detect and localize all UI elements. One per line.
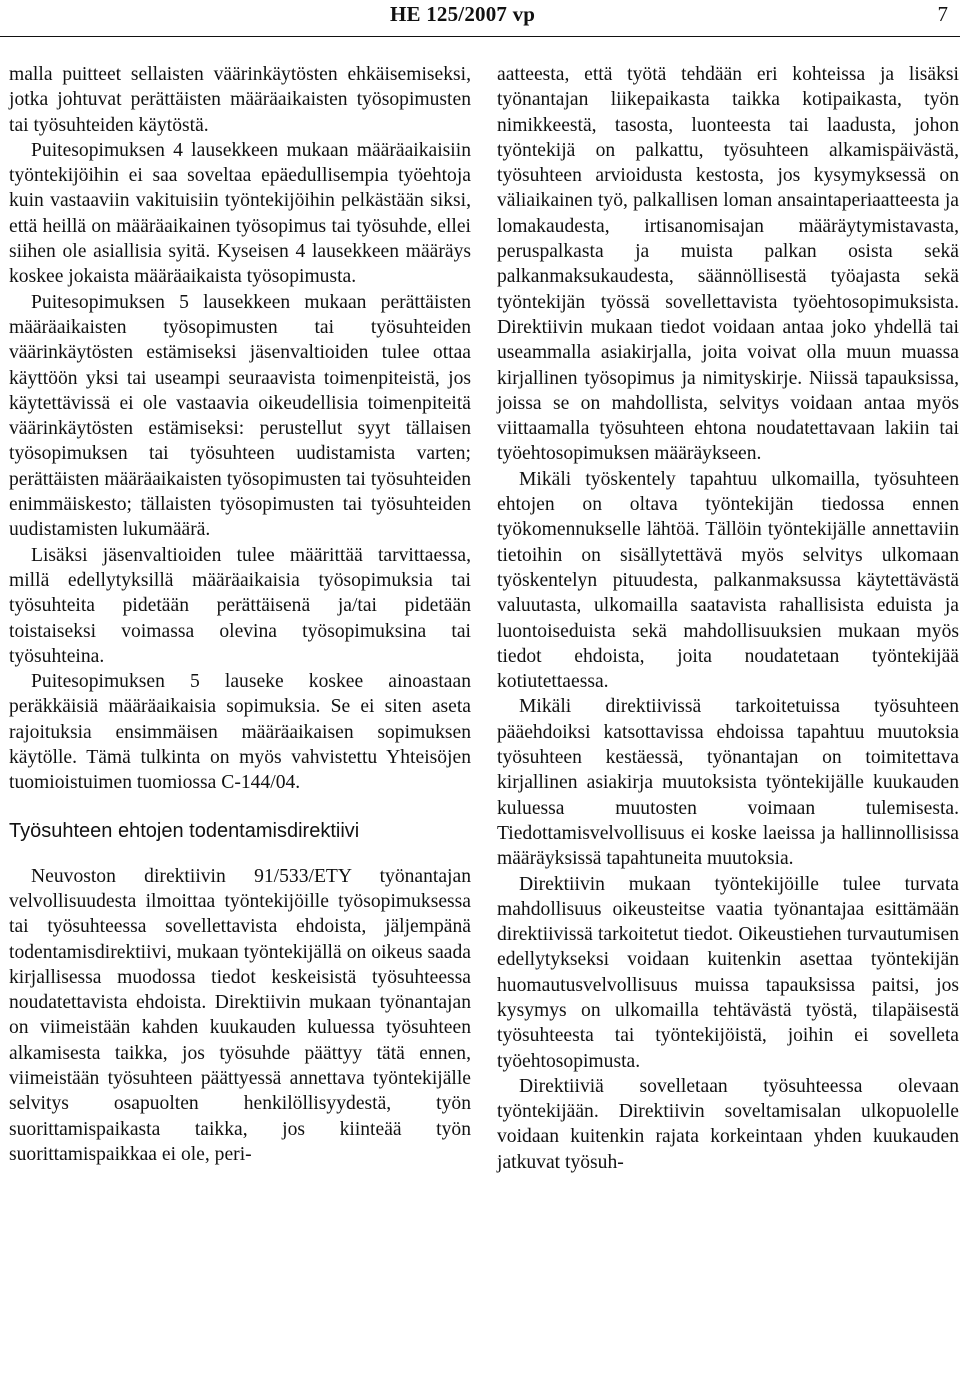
- paragraph: malla puitteet sellaisten väärinkäytösten ehkäisemiseksi, jotka johtuvat perättäisten määräaikaisten työsopimusten tai työsuhteiden käytöstä.: [9, 64, 471, 136]
- paragraph: Puitesopimuksen 5 lauseke koskee ainoastaan peräkkäisiä määräaikaisia sopimuksia. Se ei siten aseta rajoituksia ensimmäisen määräaikaisen sopimuksen käytölle. Tämä tulkinta on myös vahvistettu Yhteisöjen tuomioistuimen tuomiossa C-144/04.: [9, 671, 471, 794]
- paragraph: Direktiiviä sovelletaan työsuhteessa olevaan työntekijään. Direktiivin soveltamisalan ulkopuolelle voidaan kuitenkin rajata korkeintaan yhden kuukauden jatkuvat työsuh-: [497, 1075, 959, 1173]
- left-column: [9, 62, 471, 1167]
- paragraph: aatteesta, että työtä tehdään eri kohteissa ja lisäksi työnantajan liikepaikasta taikka kotipaikasta, työn nimikkeestä, tasosta, luonteesta tai laadusta, johon työntekijä on palkattu, työsuhteen alkamispäivästä, työsuhteen arvioidusta kestosta, jos kysymyksessä on väliaikainen työ, palkallisen loman ansaintaperiaatteesta ja lomakaudesta, irtisanomisajan määräytymistavasta, peruspalkasta ja muista palkan osista sekä palkanmaksukaudesta, säännöllisestä työajasta sekä työntekijän työssä sovellettavista työehtosopimuksista. Direktiivin mukaan tiedot voidaan antaa joko yhdellä tai useammalla asiakirjalla, joita voivat olla muun muassa kirjallinen työsopimus ja nimityskirje. Niissä tapauksissa, joissa se on mahdollista, selvitys voidaan antaa myös viittaamalla työsuhteen ehtona noudatettavaan lakiin tai työehtosopimuksen määräykseen.: [497, 64, 959, 465]
- paragraph: Mikäli direktiivissä tarkoitetuissa työsuhteen pääehdoiksi katsottavissa ehdoissa tapahtuu muutoksia työsuhteen kestäessä, työnantajan on toimitettava kirjallinen asiakirja muutoksista työntekijälle kuukauden kuluessa muutosten voimaan tulemisesta. Tiedottamisvelvollisuus ei koske laeissa ja hallinnollisissa määräyksissä tapahtuneita muutoksia.: [497, 696, 959, 870]
- paragraph: Direktiivin mukaan työntekijöille tulee turvata mahdollisuus oikeusteitse vaatia työnantajaa esittämään direktiivissä tarkoitetut tiedot. Oikeustiehen turvautumisen edellytykseksi voidaan kuitenkin asettaa työntekijän huomautusvelvollisuus muissa tapauksissa paitsi, jos kysymys on ulkomailla tehtävästä työstä, tilapäisestä työsuhteesta tai työntekijöistä, joihin ei sovelleta työehtosopimusta.: [497, 873, 959, 1072]
- paragraph: Neuvoston direktiivin 91/533/ETY työnantajan velvollisuudesta ilmoittaa työntekijöille työsopimuksessa tai työsuhteessa sovellettavista ehdoista, jäljempänä todentamisdirektiivi, mukaan työntekijällä on oikeus saada kirjallisessa muodossa tiedot keskeisistä työsuhteessa noudatettavista ehdoista. Direktiivin mukaan työnantajan on viimeistään kahden kuukauden kuluessa työsuhteen alkamisesta taikka, jos työsuhde päättyy tätä ennen, viimeistään työsuhteen päättyessä annettava työntekijälle selvitys osapuolten henkilöllisyydestä, työn suorittamispaikasta taikka, jos kiinteää työn suorittamispaikkaa ei ole, peri-: [9, 865, 471, 1165]
- paragraph: Puitesopimuksen 4 lausekkeen mukaan määräaikaisiin työntekijöihin ei saa soveltaa epäedullisempia työehtoja kuin vastaaviin vakituisiin työntekijöihin pelkästään siksi, että heillä on määräaikainen työsopimus tai työsuhde, ellei siihen ole asiallisia syitä. Kyseisen 4 lausekkeen määräys koskee jokaista määräaikaista työsopimusta.: [9, 139, 471, 288]
- document-id: HE 125/2007 vp: [390, 2, 536, 26]
- page-header: [0, 0, 960, 40]
- header-rule: [0, 36, 960, 37]
- paragraph: Puitesopimuksen 5 lausekkeen mukaan perättäisten määräaikaisten työsopimusten tai työsuhteiden väärinkäytösten estämiseksi jäsenvaltioiden tulee ottaa käyttöön yksi tai useampi seuraavista toimenpiteistä, jos käytettävissä ei ole vastaavia oikeudellisia toimenpiteitä väärinkäytösten estämiseksi: perustellut syyt tällaisen työsopimuksen tai työsuhteen uudistamista varten; perättäisten määräaikaisten työsopimusten tai työsuhteiden enimmäiskesto; tällaisten työsopimusten tai työsuhteiden uudistamisten lukumäärä.: [9, 291, 471, 541]
- right-column: [497, 62, 959, 1175]
- section-heading: Työsuhteen ehtojen todentamisdirektiivi: [9, 819, 360, 842]
- page-number: 7: [937, 2, 948, 26]
- paragraph: Lisäksi jäsenvaltioiden tulee määrittää tarvittaessa, millä edellytyksillä määräaikaisia työsopimuksia tai työsuhteita pidetään perättäisenä ja/tai pidetään toistaiseksi voimassa olevina työsopimuksina tai työsuhteina.: [9, 544, 471, 667]
- paragraph: Mikäli työskentely tapahtuu ulkomailla, työsuhteen ehtojen on oltava työntekijän tiedossa ennen työkomennukselle lähtöä. Tällöin työntekijälle annettaviin tietoihin on sisällytettävä myös selvitys ulkomaan työskentelyn pituudesta, palkanmaksussa käytettävästä valuutasta, ulkomailla saatavista rahallisista eduista ja luontoiseduista sekä mahdollisuuksien mukaan myös tiedot ehdoista, joita noudatetaan työntekijää kotiutettaessa.: [497, 468, 959, 693]
